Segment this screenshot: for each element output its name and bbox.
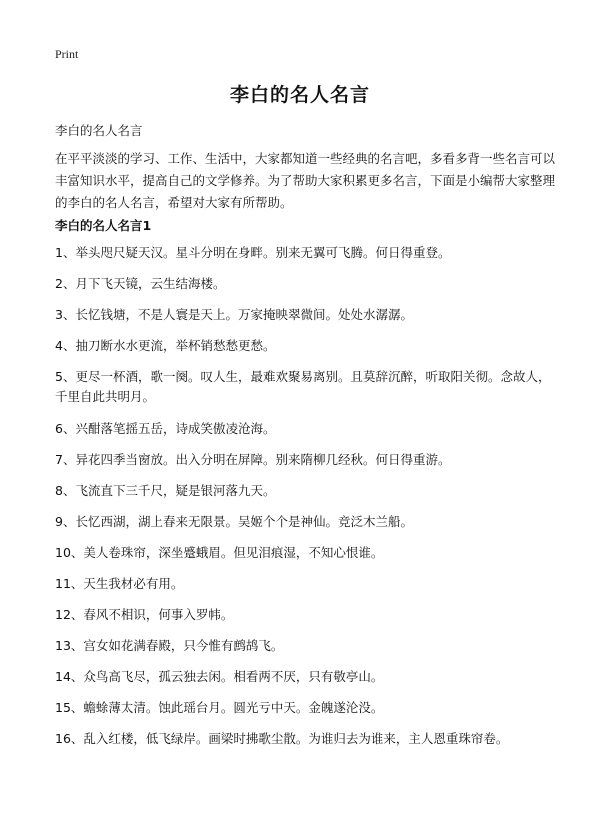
quote-item: 11、天生我材必有用。: [55, 576, 184, 591]
quote-item: 6、兴酣落笔摇五岳，诗成笑傲凌沧海。: [55, 421, 276, 436]
quote-item: 3、长忆钱塘，不是人寰是天上。万家掩映翠微间。处处水潺潺。: [55, 307, 413, 322]
quote-item: 15、蟾蜍薄太清。蚀此瑶台月。圆光亏中天。金魄遂沦没。: [55, 700, 384, 715]
quote-item: 2、月下飞天镜，云生结海楼。: [55, 276, 226, 291]
quote-item: 13、宫女如花满春殿，只今惟有鹧鸪飞。: [55, 638, 284, 653]
quote-item: 10、美人卷珠帘，深坐蹙蛾眉。但见泪痕湿，不知心恨谁。: [55, 545, 384, 560]
quote-item: 9、长忆西湖，湖上春来无限景。吴姬个个是神仙。竞泛木兰船。: [55, 514, 413, 529]
article-subtitle: 李白的名人名言: [55, 123, 143, 138]
intro-paragraph: 在平平淡淡的学习、工作、生活中，大家都知道一些经典的名言吧，多看多背一些名言可以丰富知识水平，提高自己的文学修养。为了帮助大家积累更多名言，下面是小编帮大家整理的李白的名人名言，希望对大家有所帮助。: [55, 151, 556, 210]
quote-item: 12、春风不相识，何事入罗帏。: [55, 607, 234, 622]
print-link[interactable]: Print: [55, 47, 79, 61]
quote-item: 1、举头咫尺疑天汉。星斗分明在身畔。别来无翼可飞腾。何日得重登。: [55, 245, 451, 260]
quote-item: 4、抽刀断水水更流，举杯销愁愁更愁。: [55, 338, 276, 353]
quote-item: 7、异花四季当窗放。出入分明在屏障。别来隋柳几经秋。何日得重游。: [55, 452, 451, 467]
quote-item: 16、乱入红楼，低飞绿岸。画梁时拂歌尘散。为谁归去为谁来，主人恩重珠帘卷。: [55, 731, 509, 746]
quote-item: 8、飞流直下三千尺，疑是银河落九天。: [55, 483, 276, 498]
page-title: 李白的名人名言: [229, 84, 370, 106]
section-heading: 李白的名人名言1: [55, 218, 152, 233]
quote-item: 14、众鸟高飞尽，孤云独去闲。相看两不厌，只有敬亭山。: [55, 669, 384, 684]
quote-item: 5、更尽一杯酒，歌一阕。叹人生，最难欢聚易离别。且莫辞沉醉，听取阳关彻。念故人，千里自此共明月。: [55, 369, 551, 404]
quote-list: [55, 243, 555, 760]
